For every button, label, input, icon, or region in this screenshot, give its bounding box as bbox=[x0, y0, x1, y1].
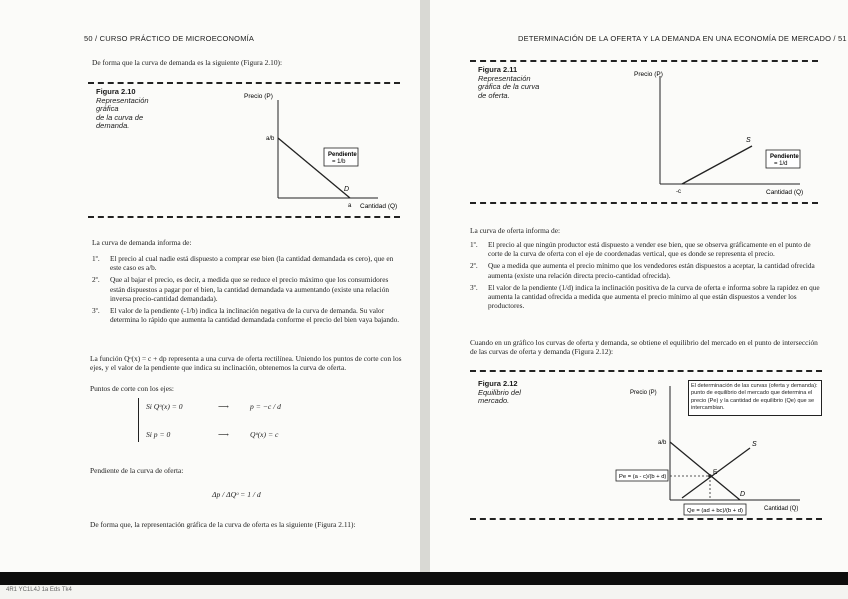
slope-label: Pendiente de la curva de oferta: bbox=[90, 466, 184, 475]
eq-x-label: Cantidad (Q) bbox=[764, 506, 799, 512]
demand-curve-label: D bbox=[344, 186, 350, 193]
supply-list-intro: La curva de oferta informa de: bbox=[470, 226, 561, 235]
supply-x-label: Cantidad (Q) bbox=[766, 189, 804, 196]
equilibrium-graph bbox=[470, 374, 822, 516]
eq-demand-curve bbox=[670, 442, 740, 500]
eq2-right: Qᵒ(x) = c bbox=[250, 430, 279, 439]
eq2-left: Si p = 0 bbox=[146, 430, 171, 439]
cuts-label: Puntos de corte con los ejes: bbox=[90, 384, 174, 393]
eq2-arrow: ⟶ bbox=[218, 430, 229, 439]
left-page bbox=[0, 0, 420, 585]
supply-slope-title: Pendiente bbox=[770, 154, 799, 160]
list-item-number: 2º. bbox=[470, 261, 478, 271]
eq-point-label: E bbox=[713, 469, 718, 476]
figure-2-12-caption-1: Equilibrio del bbox=[478, 387, 521, 397]
brace bbox=[138, 398, 140, 442]
figure-2-11-number: Figura 2.11 bbox=[478, 65, 518, 74]
supply-paragraph: La función Qᵒ(x) = c + dp representa a una curva de oferta rectilínea. Uniendo los puntos de corte con los ejes, y el valor de la pendiente que indica su inclinación, obtenemos la curva de oferta. bbox=[90, 354, 402, 373]
figure-2-10-number: Figura 2.10 bbox=[96, 87, 136, 96]
eq-supply-label: S bbox=[752, 441, 757, 448]
supply-graph bbox=[470, 64, 818, 200]
demand-slope-title: Pendiente bbox=[328, 152, 357, 158]
supply-curve bbox=[682, 146, 752, 184]
eq1-left: Si Qᵒ(x) = 0 bbox=[146, 402, 183, 411]
quantity-eq-formula: Qe = (ad + bc)/(b + d) bbox=[687, 508, 743, 514]
book-gutter bbox=[420, 0, 430, 585]
list-item bbox=[470, 240, 820, 258]
demand-list bbox=[92, 254, 404, 327]
list-item-text: Que al bajar el precio, es decir, a medida que se reduce el precio máximo que los consumidores están dispuestos a pagar por el bien, la cantidad demandada va aumentando (existe una relación inversa precio-cantidad demandada). bbox=[110, 275, 389, 303]
demand-list-intro: La curva de demanda informa de: bbox=[92, 238, 192, 247]
figure-2-12-number: Figura 2.12 bbox=[478, 379, 518, 388]
figure-2-10-caption-4: demanda. bbox=[96, 121, 130, 131]
price-eq-formula: Pe = (a - c)/(b + d) bbox=[619, 474, 667, 480]
supply-slope-value: = 1/d bbox=[774, 161, 788, 167]
list-item-text: El precio al cual nadie está dispuesto a comprar ese bien (la cantidad demandada es cero), que en este caso es a/b. bbox=[110, 254, 394, 273]
scan-footer-note: 4R1 YC1L4J 1a Eds Tk4 bbox=[6, 587, 72, 593]
list-item bbox=[92, 275, 404, 303]
eq-demand-label: D bbox=[740, 491, 746, 498]
supply-y-label: Precio (P) bbox=[634, 71, 663, 78]
list-item bbox=[470, 283, 820, 311]
list-item-number: 2º. bbox=[92, 275, 100, 285]
equilibrium-note: El determinación de las curvas (oferta y demanda): punto de equilibrio del mercado que determina el precio (Pe) y la cantidad de equilibrio (Qe) que se intercambian. bbox=[688, 380, 822, 416]
eq-y-label: Precio (P) bbox=[630, 390, 657, 396]
right-page bbox=[430, 0, 848, 585]
equilibrium-paragraph: Cuando en un gráfico los curvas de oferta y demanda, se obtiene el equilibrio del mercado en el punto de intersección de las curvas de oferta y demanda (Figura 2.12): bbox=[470, 338, 818, 357]
figure-2-11-caption-1: Representación bbox=[478, 73, 531, 83]
demand-slope-value: = 1/b bbox=[332, 159, 346, 165]
figure-2-12 bbox=[470, 370, 822, 520]
right-running-header: DETERMINACIÓN DE LA OFERTA Y LA DEMANDA EN UNA ECONOMÍA DE MERCADO / 51 bbox=[518, 34, 847, 43]
list-item-number: 3º. bbox=[470, 282, 478, 292]
eq-intercept-label: a/b bbox=[658, 440, 667, 446]
demand-x-intercept: a bbox=[348, 203, 352, 209]
demand-x-label: Cantidad (Q) bbox=[360, 203, 398, 210]
left-intro: De forma que la curva de demanda es la siguiente (Figura 2.10): bbox=[92, 58, 283, 67]
scan-bottom-edge bbox=[0, 572, 848, 585]
figure-2-12-caption-2: mercado. bbox=[478, 396, 510, 406]
eq1-arrow: ⟶ bbox=[218, 402, 229, 411]
demand-graph bbox=[88, 86, 400, 214]
equilibrium-point bbox=[708, 474, 712, 478]
list-item-number: 1º. bbox=[470, 240, 478, 249]
list-item-text: El valor de la pendiente (-1/b) indica la inclinación negativa de la curva de demanda. Su valor determina lo rápido que aumenta la cantidad demandada conforme el precio del bien vaya bajando. bbox=[110, 306, 400, 325]
left-running-header: 50 / CURSO PRÁCTICO DE MICROECONOMÍA bbox=[84, 34, 255, 43]
list-item-text: Que a medida que aumenta el precio mínimo que los vendedores están dispuestos a aceptar, la cantidad ofrecida aumenta (existe una relación directa precio-cantidad ofrecida). bbox=[488, 261, 815, 280]
figure-2-11 bbox=[470, 60, 818, 204]
figure-2-11-caption-2: gráfica de la curva bbox=[478, 82, 540, 92]
demand-y-label: Precio (P) bbox=[244, 93, 273, 100]
figure-2-10-caption-2: gráfica bbox=[96, 104, 119, 114]
supply-list bbox=[470, 240, 820, 313]
slope-equation: Δp / ΔQᵒ = 1 / d bbox=[212, 490, 261, 499]
demand-intercept-label: a/b bbox=[266, 136, 275, 142]
list-item-text: El valor de la pendiente (1/d) indica la inclinación positiva de la curva de oferta e informa sobre la rapidez en que aumenta la cantidad ofrecida a medida que aumenta el precio mínimo al que están dispuestos a vender los productores. bbox=[488, 282, 820, 311]
figure-2-10-caption-3: de la curva de bbox=[96, 112, 144, 122]
list-item bbox=[470, 261, 820, 279]
figure-2-10-caption-1: Representación bbox=[96, 95, 149, 105]
figure-2-11-caption-3: de oferta. bbox=[478, 90, 510, 100]
list-item-number: 3º. bbox=[92, 306, 100, 316]
list-item-text: El precio al que ningún productor está dispuesto a vender ese bien, que se observa gráficamente en el punto de corte de la curva de oferta con el eje de coordenadas vertical, que es donde se representa el precio. bbox=[488, 240, 811, 259]
eq1-right: p = −c / d bbox=[250, 402, 281, 411]
supply-x-intercept: -c bbox=[676, 189, 681, 195]
list-item bbox=[92, 306, 404, 324]
list-item bbox=[92, 254, 404, 272]
supply-curve-label: S bbox=[746, 137, 751, 144]
scan-bottom-strip bbox=[0, 585, 848, 599]
list-item-number: 1º. bbox=[92, 254, 100, 263]
left-closing: De forma que, la representación gráfica de la curva de oferta es la siguiente (Figura 2.11): bbox=[90, 520, 356, 529]
demand-curve bbox=[278, 138, 350, 198]
figure-2-10 bbox=[88, 82, 400, 218]
